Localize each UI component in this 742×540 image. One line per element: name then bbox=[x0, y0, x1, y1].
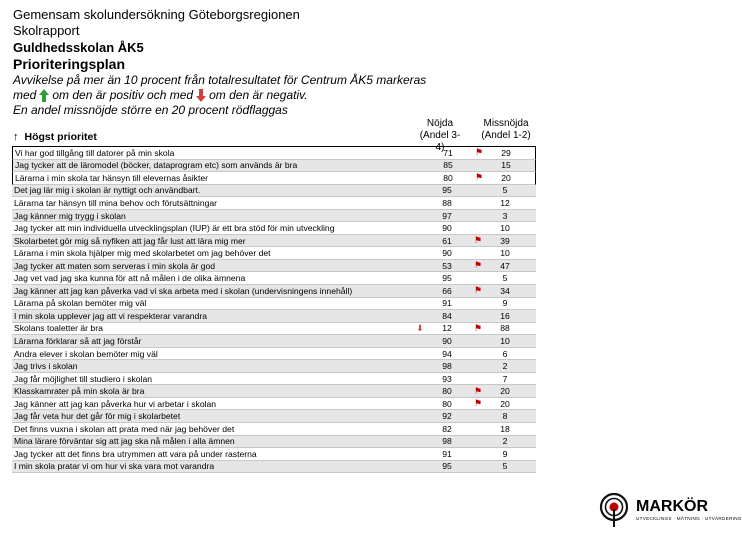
statement-text: Jag får möjlighet till studiero i skolan bbox=[14, 373, 153, 384]
table-row bbox=[12, 272, 536, 285]
statement-text: Jag tycker att det finns bra utrymmen att vara på under rasterna bbox=[14, 448, 257, 459]
satisfied-value: 94 bbox=[442, 348, 452, 359]
table-row bbox=[12, 335, 536, 348]
table-row bbox=[12, 423, 536, 436]
dissatisfied-value: 5 bbox=[502, 185, 508, 196]
satisfied-value: 85 bbox=[443, 160, 453, 171]
red-flag-icon: ⚑ bbox=[473, 322, 483, 333]
statement-text: Jag trivs i skolan bbox=[14, 361, 78, 372]
table-row bbox=[12, 185, 536, 198]
table-row bbox=[12, 410, 536, 423]
column-header-satisfied-label: Nöjda bbox=[426, 118, 454, 129]
table-row bbox=[12, 172, 536, 185]
dissatisfied-value: 18 bbox=[500, 423, 510, 434]
table-row bbox=[12, 147, 536, 160]
statement-text: I min skola upplever jag att vi respekterar varandra bbox=[14, 310, 207, 321]
priority-label bbox=[13, 131, 97, 143]
satisfied-value: 98 bbox=[442, 361, 452, 372]
plan-note-1: Avvikelse på mer än 10 procent från totalresultatet för Centrum ÅK5 markeras bbox=[13, 73, 427, 87]
dissatisfied-value: 20 bbox=[500, 398, 510, 409]
pin-target-icon bbox=[596, 492, 632, 528]
column-header-satisfied-sub: (Andel 3-4) bbox=[419, 130, 461, 153]
plan-note-2 bbox=[13, 88, 308, 102]
dissatisfied-value: 29 bbox=[501, 147, 511, 158]
statement-text: Det jag lär mig i skolan är nyttigt och användbart. bbox=[14, 185, 201, 196]
up-arrow-icon: ↑ bbox=[13, 131, 19, 143]
plan-note-2b: om den är positiv och med bbox=[52, 88, 194, 102]
dissatisfied-value: 34 bbox=[500, 285, 510, 296]
table-row bbox=[12, 197, 536, 210]
dissatisfied-value: 12 bbox=[500, 197, 510, 208]
green-up-arrow-icon bbox=[39, 89, 49, 102]
satisfied-value: 61 bbox=[442, 235, 452, 246]
markor-logo bbox=[596, 489, 742, 533]
logo-name: MARKÖR bbox=[636, 498, 708, 515]
satisfied-value: 80 bbox=[442, 398, 452, 409]
dissatisfied-value: 9 bbox=[502, 298, 508, 309]
table-row bbox=[12, 461, 536, 474]
statement-text: Klasskamrater på min skola är bra bbox=[14, 386, 145, 397]
satisfied-value: 93 bbox=[442, 373, 452, 384]
statement-text: Lärarna i min skola tar hänsyn till elevernas åsikter bbox=[15, 172, 208, 183]
statement-text: Jag känner att jag kan påverka hur vi arbetar i skolan bbox=[14, 398, 217, 409]
statement-text: Jag tycker att de läromodel (böcker, dataprogram etc) som används är bra bbox=[15, 160, 298, 171]
header-subtitle: Skolrapport bbox=[13, 23, 80, 38]
table-row bbox=[12, 285, 536, 298]
table-row bbox=[12, 310, 536, 323]
table-row bbox=[12, 210, 536, 223]
red-flag-icon: ⚑ bbox=[473, 285, 483, 296]
column-header-dissatisfied bbox=[476, 118, 536, 142]
table-row bbox=[12, 222, 536, 235]
dissatisfied-value: 88 bbox=[500, 323, 510, 334]
statement-text: Jag känner att jag kan påverka vad vi ska arbeta med i skolan (undervisningens innehåll) bbox=[14, 285, 353, 296]
dissatisfied-value: 9 bbox=[502, 448, 508, 459]
dissatisfied-value: 15 bbox=[501, 160, 511, 171]
table-row bbox=[12, 235, 536, 248]
satisfied-value: 12 bbox=[442, 323, 452, 334]
red-flag-icon: ⚑ bbox=[474, 147, 484, 158]
priority-label-text: Högst prioritet bbox=[24, 131, 97, 143]
table-row bbox=[12, 298, 536, 311]
red-flag-icon: ⚑ bbox=[473, 260, 483, 271]
dissatisfied-value: 5 bbox=[502, 273, 508, 284]
statement-text: Skolans toaletter är bra bbox=[14, 323, 103, 334]
red-flag-icon: ⚑ bbox=[473, 385, 483, 396]
satisfied-value: 95 bbox=[442, 185, 452, 196]
dissatisfied-value: 7 bbox=[502, 373, 508, 384]
satisfied-value: 95 bbox=[442, 461, 452, 472]
school-name: Guldhedsskolan ÅK5 bbox=[13, 40, 144, 55]
satisfied-value: 80 bbox=[443, 172, 453, 183]
satisfied-value: 98 bbox=[442, 436, 452, 447]
statement-text: Lärarna tar hänsyn till mina behov och förutsättningar bbox=[14, 197, 218, 208]
plan-note-2c: om den är negativ. bbox=[209, 88, 308, 102]
dissatisfied-value: 5 bbox=[502, 461, 508, 472]
dissatisfied-value: 8 bbox=[502, 411, 508, 422]
dissatisfied-value: 2 bbox=[502, 436, 508, 447]
satisfied-value: 97 bbox=[442, 210, 452, 221]
red-flag-icon: ⚑ bbox=[473, 235, 483, 246]
satisfied-value: 92 bbox=[442, 411, 452, 422]
satisfied-value: 88 bbox=[442, 197, 452, 208]
statement-text: Lärarna förklarar så att jag förstår bbox=[14, 335, 142, 346]
table-row bbox=[12, 247, 536, 260]
satisfied-value: 82 bbox=[442, 423, 452, 434]
table-row bbox=[12, 398, 536, 411]
statement-text: Vi har god tillgång till datorer på min skola bbox=[15, 147, 175, 158]
statement-text: Jag får veta hur det går för mig i skolarbetet bbox=[14, 411, 181, 422]
satisfied-value: 53 bbox=[442, 260, 452, 271]
dissatisfied-value: 16 bbox=[500, 310, 510, 321]
satisfied-value: 90 bbox=[442, 248, 452, 259]
dissatisfied-value: 6 bbox=[502, 348, 508, 359]
statement-text: Jag vet vad jag ska kunna för att nå målen i de olika ämnena bbox=[14, 273, 246, 284]
table-row bbox=[12, 436, 536, 449]
table-row bbox=[12, 160, 536, 173]
table-row bbox=[12, 323, 536, 336]
red-down-arrow-icon bbox=[196, 89, 206, 102]
table-row bbox=[12, 448, 536, 461]
statement-text: Jag tycker att maten som serveras i min skola är god bbox=[14, 260, 216, 271]
dissatisfied-value: 3 bbox=[502, 210, 508, 221]
statement-text: Lärarna på skolan bemöter mig väl bbox=[14, 298, 147, 309]
dissatisfied-value: 39 bbox=[500, 235, 510, 246]
satisfied-value: 91 bbox=[442, 298, 452, 309]
logo-tagline: UTVECKLINGS · MÄTNING · UTVÄRDERING bbox=[636, 516, 742, 521]
table-row bbox=[12, 385, 536, 398]
statement-text: Mina lärare förväntar sig att jag ska nå målen i alla ämnen bbox=[14, 436, 235, 447]
statement-text: Det finns vuxna i skolan att prata med när jag behöver det bbox=[14, 423, 235, 434]
red-flag-icon: ⚑ bbox=[473, 398, 483, 409]
satisfied-value: 90 bbox=[442, 223, 452, 234]
statement-text: Skolarbetet gör mig så nyfiken att jag får lust att lära mig mer bbox=[14, 235, 246, 246]
dissatisfied-value: 20 bbox=[500, 386, 510, 397]
priority-table bbox=[12, 146, 536, 473]
deviation-marker: ⬇ bbox=[416, 322, 424, 333]
statement-text: I min skola pratar vi om hur vi ska vara mot varandra bbox=[14, 461, 215, 472]
dissatisfied-value: 10 bbox=[500, 223, 510, 234]
plan-note-3: En andel missnöjde större en 20 procent rödflaggas bbox=[13, 103, 288, 117]
satisfied-value: 95 bbox=[442, 273, 452, 284]
satisfied-value: 80 bbox=[442, 386, 452, 397]
table-row bbox=[12, 373, 536, 386]
satisfied-value: 91 bbox=[442, 448, 452, 459]
dissatisfied-value: 47 bbox=[500, 260, 510, 271]
plan-title: Prioriteringsplan bbox=[13, 56, 126, 72]
statement-text: Jag tycker att min individuella utvecklingsplan (IUP) är ett bra stöd för min utveckling bbox=[14, 223, 335, 234]
statement-text: Andra elever i skolan bemöter mig väl bbox=[14, 348, 158, 359]
satisfied-value: 71 bbox=[443, 147, 453, 158]
column-header-dissatisfied-sub: (Andel 1-2) bbox=[481, 130, 531, 141]
table-row bbox=[12, 260, 536, 273]
header-title: Gemensam skolundersökning Göteborgsregionen bbox=[13, 7, 300, 22]
satisfied-value: 90 bbox=[442, 335, 452, 346]
statement-text: Lärarna i min skola hjälper mig med skolarbetet om jag behöver det bbox=[14, 248, 271, 259]
red-flag-icon: ⚑ bbox=[474, 172, 484, 183]
dissatisfied-value: 2 bbox=[502, 361, 508, 372]
dissatisfied-value: 20 bbox=[501, 172, 511, 183]
satisfied-value: 84 bbox=[442, 310, 452, 321]
table-row bbox=[12, 360, 536, 373]
table-row bbox=[12, 348, 536, 361]
dissatisfied-value: 10 bbox=[500, 248, 510, 259]
dissatisfied-value: 10 bbox=[500, 335, 510, 346]
column-header-dissatisfied-label: Missnöjda bbox=[483, 118, 529, 129]
plan-note-2a: med bbox=[13, 88, 37, 102]
satisfied-value: 66 bbox=[442, 285, 452, 296]
statement-text: Jag känner mig trygg i skolan bbox=[14, 210, 126, 221]
